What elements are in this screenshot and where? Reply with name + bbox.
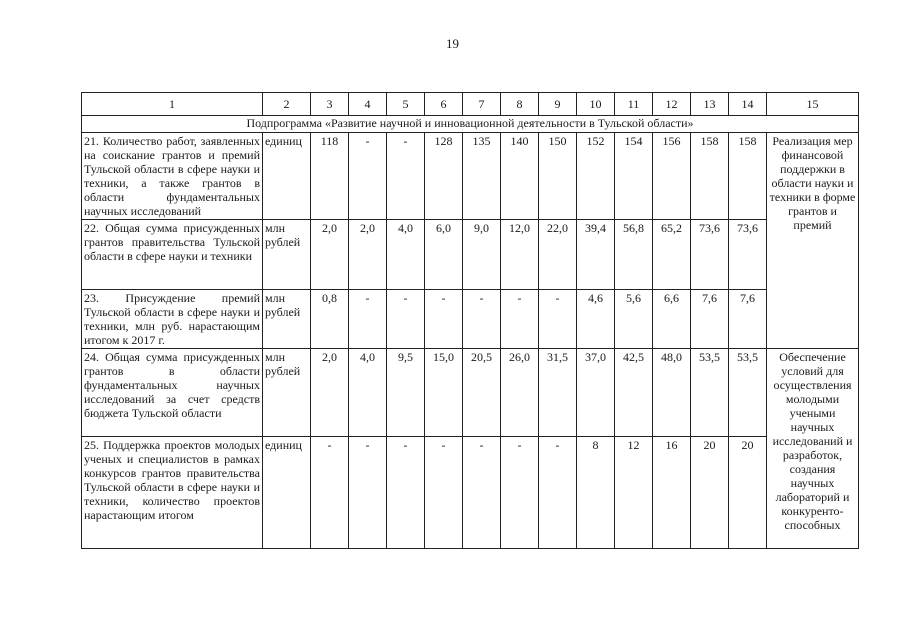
column-header: 6 xyxy=(425,93,463,116)
indicator-value: 37,0 xyxy=(577,349,615,437)
table-row xyxy=(82,220,859,290)
column-header: 9 xyxy=(539,93,577,116)
indicator-value: 7,6 xyxy=(691,290,729,349)
indicator-value: 156 xyxy=(653,133,691,220)
column-header: 14 xyxy=(729,93,767,116)
indicator-value: 22,0 xyxy=(539,220,577,290)
column-header: 8 xyxy=(501,93,539,116)
column-header: 12 xyxy=(653,93,691,116)
column-header: 13 xyxy=(691,93,729,116)
indicator-value: 150 xyxy=(539,133,577,220)
indicator-value: 158 xyxy=(691,133,729,220)
indicator-value: 65,2 xyxy=(653,220,691,290)
indicator-value: - xyxy=(349,133,387,220)
indicator-value: 12,0 xyxy=(501,220,539,290)
indicator-value: 2,0 xyxy=(311,349,349,437)
indicator-description: 22. Общая сумма присужденных грантов правительства Тульской области в сфере науки и техники xyxy=(82,220,263,290)
indicator-value: 9,5 xyxy=(387,349,425,437)
table-row xyxy=(82,133,859,220)
indicator-value: 16 xyxy=(653,437,691,549)
indicator-value: - xyxy=(349,437,387,549)
measure-note: Реализация мер финансовой поддержки в области науки и техники в форме грантов и премий xyxy=(767,133,859,349)
indicator-value: 53,5 xyxy=(691,349,729,437)
indicator-value: 135 xyxy=(463,133,501,220)
indicator-description: 23. Присуждение премий Тульской области в сфере науки и техники, млн руб. нарастающим итогом к 2017 г. xyxy=(82,290,263,349)
indicator-unit: млн рублей xyxy=(263,290,311,349)
indicator-unit: млн рублей xyxy=(263,220,311,290)
indicator-value: 15,0 xyxy=(425,349,463,437)
table-row xyxy=(82,437,859,549)
indicator-value: 2,0 xyxy=(311,220,349,290)
column-header: 7 xyxy=(463,93,501,116)
indicator-value: - xyxy=(539,290,577,349)
indicator-value: 39,4 xyxy=(577,220,615,290)
indicator-value: 158 xyxy=(729,133,767,220)
indicator-value: - xyxy=(463,290,501,349)
indicator-value: - xyxy=(387,290,425,349)
column-header: 3 xyxy=(311,93,349,116)
indicator-description: 25. Поддержка проектов молодых ученых и специалистов в рамках конкурсов грантов правительства Тульской области в сфере науки и техники, количество проектов нарастающим итогом xyxy=(82,437,263,549)
indicator-description: 24. Общая сумма присужденных грантов в области фундаментальных научных исследований за счет средств бюджета Тульской области xyxy=(82,349,263,437)
indicator-value: - xyxy=(349,290,387,349)
indicator-value: 118 xyxy=(311,133,349,220)
indicator-value: - xyxy=(463,437,501,549)
indicator-value: - xyxy=(539,437,577,549)
indicator-value: 140 xyxy=(501,133,539,220)
indicator-value: 4,0 xyxy=(349,349,387,437)
indicators-table xyxy=(81,92,859,549)
indicator-value: 31,5 xyxy=(539,349,577,437)
indicator-value: - xyxy=(387,437,425,549)
indicator-unit: единиц xyxy=(263,437,311,549)
indicator-value: 128 xyxy=(425,133,463,220)
column-header: 5 xyxy=(387,93,425,116)
indicator-value: 7,6 xyxy=(729,290,767,349)
indicator-value: 8 xyxy=(577,437,615,549)
indicator-value: 152 xyxy=(577,133,615,220)
column-header: 2 xyxy=(263,93,311,116)
indicator-value: 73,6 xyxy=(691,220,729,290)
indicator-value: 26,0 xyxy=(501,349,539,437)
indicator-value: 42,5 xyxy=(615,349,653,437)
header-row xyxy=(82,93,859,116)
indicator-value: 0,8 xyxy=(311,290,349,349)
page-number: 19 xyxy=(446,36,459,51)
indicator-value: 5,6 xyxy=(615,290,653,349)
indicator-value: 53,5 xyxy=(729,349,767,437)
indicator-value: - xyxy=(311,437,349,549)
indicator-description: 21. Количество работ, заявленных на соискание грантов и премий Тульской области в сфере науки и техники, а также грантов в области фундаментальных научных исследований xyxy=(82,133,263,220)
indicator-unit: единиц xyxy=(263,133,311,220)
indicator-value: - xyxy=(501,437,539,549)
indicator-value: 56,8 xyxy=(615,220,653,290)
column-header: 4 xyxy=(349,93,387,116)
indicator-value: 4,0 xyxy=(387,220,425,290)
column-header: 10 xyxy=(577,93,615,116)
indicator-value: - xyxy=(501,290,539,349)
indicator-unit: млн рублей xyxy=(263,349,311,437)
indicator-value: 73,6 xyxy=(729,220,767,290)
column-header: 15 xyxy=(767,93,859,116)
indicator-value: 20 xyxy=(691,437,729,549)
column-header: 11 xyxy=(615,93,653,116)
indicator-value: 20,5 xyxy=(463,349,501,437)
indicator-value: - xyxy=(425,290,463,349)
indicator-value: 2,0 xyxy=(349,220,387,290)
table-row xyxy=(82,290,859,349)
measure-note: Обеспечение условий для осуществления молодыми учеными научных исследований и разработок, создания научных лабораторий и конкуренто-способных xyxy=(767,349,859,549)
indicator-value: 6,0 xyxy=(425,220,463,290)
subprogram-title: Подпрограмма «Развитие научной и инновационной деятельности в Тульской области» xyxy=(82,116,859,133)
indicator-value: 20 xyxy=(729,437,767,549)
indicator-value: 4,6 xyxy=(577,290,615,349)
indicator-value: - xyxy=(387,133,425,220)
indicator-value: - xyxy=(425,437,463,549)
indicator-value: 12 xyxy=(615,437,653,549)
indicator-value: 9,0 xyxy=(463,220,501,290)
indicator-value: 6,6 xyxy=(653,290,691,349)
indicator-value: 48,0 xyxy=(653,349,691,437)
column-header: 1 xyxy=(82,93,263,116)
indicator-value: 154 xyxy=(615,133,653,220)
table-row xyxy=(82,349,859,437)
subprogram-row xyxy=(82,116,859,133)
